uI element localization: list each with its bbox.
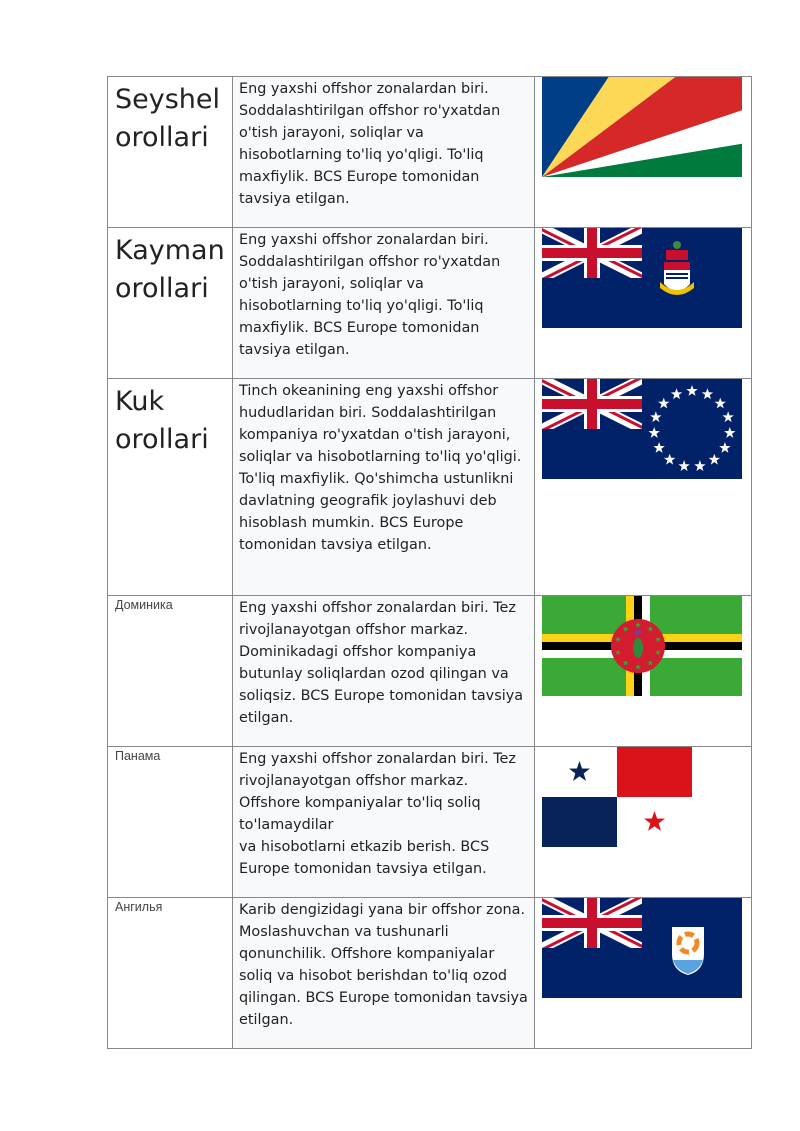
jurisdiction-description-cell [233, 379, 535, 596]
jurisdiction-name-cell [108, 898, 233, 1049]
flag-cell [535, 77, 752, 228]
cook-islands-flag-icon [542, 379, 742, 479]
jurisdiction-description-cell [233, 228, 535, 379]
jurisdiction-name: Seyshel orollari [115, 84, 221, 153]
table-row [108, 898, 752, 1049]
description-line: Eng yaxshi offshor zonalardan biri. Tez rivojlanayotgan offshor markaz. Offshore kompaniyalar to'liq soliq to'lamaydilar [239, 751, 516, 833]
description-line: va hisobotlarni etkazib berish. BCS Europe tomonidan tavsiya etilgan. [239, 839, 490, 877]
jurisdiction-name: Доминика [115, 598, 173, 612]
panama-flag-icon [542, 747, 692, 847]
flag-cell [535, 596, 752, 747]
jurisdiction-name: Панама [115, 749, 161, 763]
table-row [108, 379, 752, 596]
jurisdiction-description: Eng yaxshi offshor zonalardan biri. Tez rivojlanayotgan offshor markaz. Dominikadagi offshor kompaniya butunlay soliqlardan ozod qilingan va soliqsiz. BCS Europe tomonidan tavsiya etilgan. [239, 600, 524, 726]
table-row [108, 77, 752, 228]
table-row [108, 747, 752, 898]
jurisdiction-name: Kayman orollari [115, 235, 225, 304]
jurisdiction-description-cell [233, 898, 535, 1049]
jurisdiction-description-cell [233, 77, 535, 228]
jurisdiction-name: Kuk orollari [115, 386, 209, 455]
table-row [108, 596, 752, 747]
jurisdiction-name-cell [108, 228, 233, 379]
jurisdiction-description-cell [233, 747, 535, 898]
offshore-jurisdictions-table [107, 76, 752, 1049]
flag-cell [535, 379, 752, 596]
jurisdiction-name-cell [108, 77, 233, 228]
flag-cell [535, 898, 752, 1049]
jurisdiction-description: Tinch okeanining eng yaxshi offshor hududlaridan biri. Soddalashtirilgan kompaniya ro'yxatdan o'tish jarayoni, soliqlar va hisobotlarning to'liq yo'qligi. To'liq maxfiylik. Qo'shimcha ustunlikni davlatning geografik joylashuvi deb hisoblash mumkin. BCS Europe tomonidan tavsiya etilgan. [239, 383, 522, 553]
jurisdiction-description: Eng yaxshi offshor zonalardan biri. Soddalashtirilgan offshor ro'yxatdan o'tish jarayoni, soliqlar va hisobotlarning to'liq yo'qligi. To'liq maxfiylik. BCS Europe tomonidan tavsiya etilgan. [239, 232, 501, 358]
cayman-islands-flag-icon [542, 228, 742, 328]
flag-cell [535, 747, 752, 898]
jurisdiction-name-cell [108, 379, 233, 596]
jurisdiction-description-cell [233, 596, 535, 747]
jurisdiction-name-cell [108, 596, 233, 747]
jurisdiction-description: Karib dengizidagi yana bir offshor zona. Moslashuvchan va tushunarli qonunchilik. Offshore kompaniyalar soliq va hisobot berishdan to'liq ozod qilingan. BCS Europe tomonidan tavsiya etilgan. [239, 902, 528, 1028]
table-row [108, 228, 752, 379]
dominica-flag-icon [542, 596, 742, 696]
jurisdiction-name-cell [108, 747, 233, 898]
jurisdiction-name: Ангилья [115, 900, 163, 914]
flag-cell [535, 228, 752, 379]
jurisdiction-description: Eng yaxshi offshor zonalardan biri. Soddalashtirilgan offshor ro'yxatdan o'tish jarayoni, soliqlar va hisobotlarning to'liq yo'qligi. To'liq maxfiylik. BCS Europe tomonidan tavsiya etilgan. [239, 81, 501, 207]
anguilla-flag-icon [542, 898, 742, 998]
seychelles-flag-icon [542, 77, 742, 177]
jurisdiction-description [233, 747, 534, 880]
